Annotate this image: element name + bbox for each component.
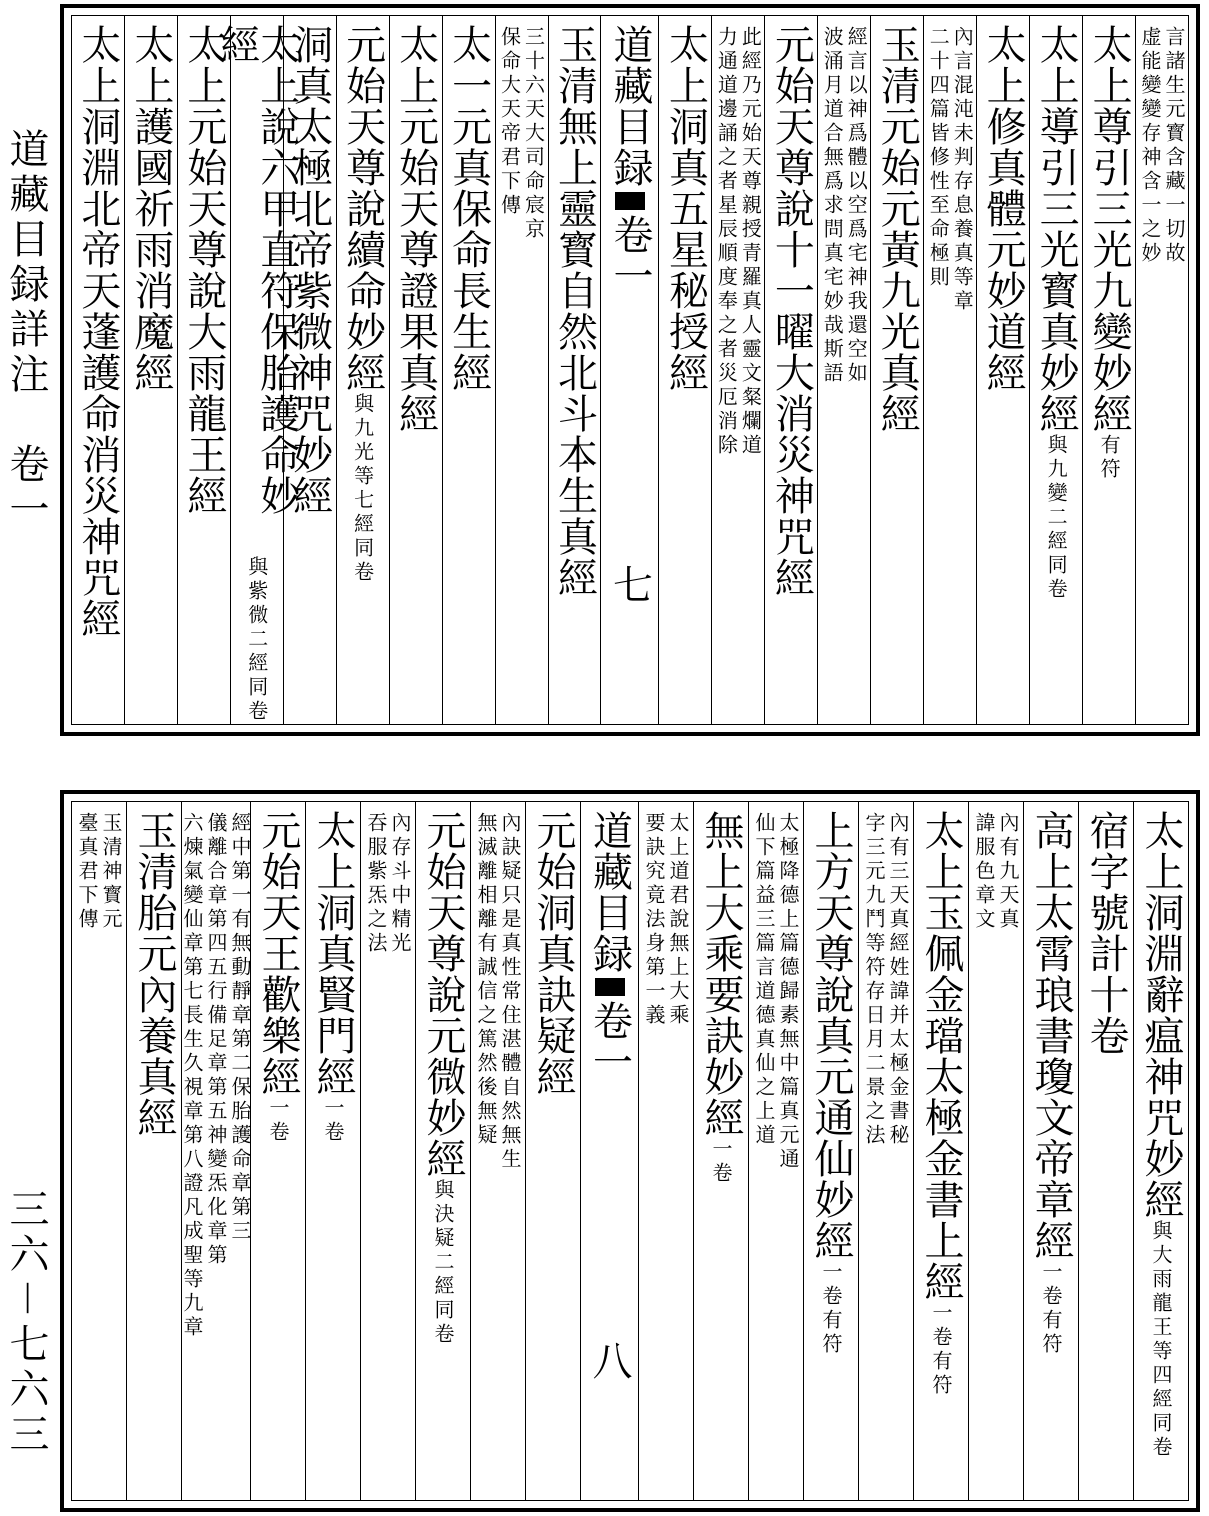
commentary-line: 虚能變變存神含一之妙 [1138, 26, 1163, 266]
text-column [1078, 802, 1133, 1500]
scripture-title: 洞真太極北帝紫微神咒妙經 [286, 24, 333, 516]
scripture-title: 元始天尊說續命妙經 [339, 24, 386, 393]
scripture-title: 太上修真體元妙道經 [980, 24, 1027, 393]
margin-book-title: 道藏目録詳注 卷一 [3, 128, 49, 533]
scripture-title: 太上玉佩金璫太極金書上經 [918, 810, 964, 1302]
commentary-line: 仙下篇益三篇言道德真仙之上道 [752, 812, 776, 1148]
text-column [580, 802, 638, 1500]
scripture-title: 太上元始天尊說大雨龍王經 [180, 24, 227, 516]
scripture-title: 太上洞淵北帝天蓬護命消災神咒經 [74, 24, 121, 639]
text-column [923, 16, 976, 724]
text-column [803, 802, 858, 1500]
text-column [470, 802, 525, 1500]
annotation [433, 1179, 453, 1347]
text-column [548, 16, 601, 724]
commentary-line: 內存斗中精光 [388, 812, 412, 956]
text-column [213, 16, 300, 724]
commentary-line: 二十四篇皆修性至命極則 [926, 26, 951, 290]
annotation [1097, 434, 1122, 482]
scripture-title: 太上尊引三光九變妙經 [1086, 24, 1133, 434]
text-column [817, 16, 870, 724]
text-column [442, 16, 495, 724]
lower-page-columns [71, 801, 1189, 1501]
commentary-line: 玉清神寳元 [99, 812, 123, 932]
text-column [693, 802, 748, 1500]
scripture-title: 無上大乘要訣妙經 [698, 810, 744, 1138]
text-column [72, 16, 124, 724]
scripture-title: 元始天尊說元微妙經 [420, 810, 466, 1179]
annotation-line: 一卷 [266, 1097, 290, 1145]
commentary-line: 保命大天帝君下傳 [497, 26, 522, 218]
text-column [711, 16, 764, 724]
text-column [181, 802, 250, 1500]
commentary-block [820, 26, 869, 386]
annotation [323, 1097, 343, 1145]
text-column [1133, 802, 1188, 1500]
annotation-line: 一卷有符 [1039, 1261, 1063, 1357]
text-column [858, 802, 913, 1500]
lower-page [60, 790, 1200, 1512]
fish-tail-mark-icon [595, 978, 625, 996]
annotation [350, 393, 375, 585]
scripture-title: 元始天尊說十一曜大消災神咒經 [768, 24, 815, 598]
scripture-title: 太一元真保命長生經 [445, 24, 492, 393]
text-column [638, 802, 693, 1500]
scripture-title: 上方天尊說真元通仙妙經 [808, 810, 854, 1261]
commentary-block [644, 812, 688, 1028]
text-column [976, 16, 1029, 724]
annotation-line: 一卷 [321, 1097, 345, 1145]
text-column [360, 802, 415, 1500]
text-column [336, 16, 389, 724]
text-column [124, 16, 177, 724]
margin-page-number: 三六－七六三 [3, 1188, 49, 1458]
commentary-block [366, 812, 410, 956]
annotation-line: 一卷 [709, 1138, 733, 1186]
annotation [244, 556, 269, 724]
commentary-line: 波涌月道合無爲求問真宅妙哉斯語 [820, 26, 845, 386]
text-column [1082, 16, 1135, 724]
commentary-line: 字三元九鬥等符存日月二景之法 [862, 812, 886, 1148]
scripture-title: 玉清元始元黃九光真經 [874, 24, 921, 434]
annotation [1151, 1220, 1171, 1460]
text-column [913, 802, 968, 1500]
scripture-title: 元始洞真訣疑經 [530, 810, 576, 1097]
text-column [600, 16, 658, 724]
scripture-title: 玉清無上靈寳自然北斗本生真經 [551, 24, 598, 598]
commentary-line: 太上道君說無上大乘 [666, 812, 690, 1028]
scripture-title: 玉清胎元內養真經 [131, 810, 177, 1138]
commentary-line: 六煉氣變仙章第七長生久視章第八證凡成聖等九章 [180, 812, 204, 1340]
text-column [1135, 16, 1188, 724]
commentary-block [476, 812, 520, 1172]
scripture-title: 太上護國祈雨消魔經 [127, 24, 174, 393]
text-column [283, 16, 336, 724]
folio-number: 七 [606, 564, 653, 604]
annotation-line: 與決疑二經同卷 [431, 1179, 455, 1347]
commentary-block [926, 26, 975, 314]
scripture-title: 太上元始天尊證果真經 [392, 24, 439, 434]
upper-page-columns [71, 15, 1189, 725]
annotation-line: 與九變二經同卷 [1044, 434, 1069, 602]
upper-page [60, 4, 1200, 736]
scripture-title: 宿字號計十卷 [1083, 810, 1129, 1056]
commentary-block [754, 812, 798, 1172]
commentary-line: 臺真君下傳 [75, 812, 99, 932]
annotation [1041, 1261, 1061, 1357]
text-column [495, 16, 548, 724]
text-column [72, 802, 126, 1500]
commentary-line: 內訣疑只是真性常住湛體自然無生 [498, 812, 522, 1172]
commentary-line: 太極降德上篇德歸素無中篇真元通 [776, 812, 800, 1172]
annotation-line: 有符 [1097, 434, 1122, 482]
juan-label: 卷一 [586, 1000, 633, 1082]
commentary-line: 經中第一有無動靜章第二保胎護命章第三 [228, 812, 252, 1244]
annotation [821, 1261, 841, 1357]
text-column [748, 802, 803, 1500]
commentary-block [974, 812, 1018, 932]
scripture-title: 太上導引三光寳真妙經 [1033, 24, 1080, 434]
commentary-line: 諱服色章文 [972, 812, 996, 932]
commentary-block [1138, 26, 1187, 266]
text-column [1029, 16, 1082, 724]
text-column [968, 802, 1023, 1500]
commentary-line: 經言以神爲體以空爲宅神我還空如 [844, 26, 869, 386]
folio-number: 八 [586, 1340, 632, 1380]
fish-tail-mark-icon [615, 192, 645, 210]
text-column [658, 16, 711, 724]
commentary-line: 內有三天真經姓諱并太極金書秘 [886, 812, 910, 1148]
annotation-line: 一卷有符 [819, 1261, 843, 1357]
commentary-block [714, 26, 763, 458]
juan-label: 卷一 [606, 214, 653, 296]
commentary-line: 無滅離相離有誠信之篤然後無疑 [474, 812, 498, 1148]
commentary-line: 儀離合章第四五行備足章第五神變炁化章第 [204, 812, 228, 1268]
commentary-line: 力通道邊誦之者星辰順度奉之者災厄消除 [714, 26, 739, 458]
annotation [711, 1138, 731, 1186]
scripture-title: 高上太霄琅書瓊文帝章經 [1028, 810, 1074, 1261]
commentary-line: 三十六天大司命宸京 [521, 26, 546, 242]
text-column [389, 16, 442, 724]
text-column [126, 802, 181, 1500]
commentary-line: 言諸生元寳含藏一切故 [1162, 26, 1187, 266]
scripture-title: 太上洞真賢門經 [310, 810, 356, 1097]
commentary-block [497, 26, 546, 242]
commentary-line: 內有九天真 [996, 812, 1020, 932]
scripture-title: 太上說六甲直符保胎護命妙經 [213, 24, 300, 516]
page-header-title: 道藏目録 [606, 24, 653, 188]
page-header-title: 道藏目録 [586, 810, 633, 974]
text-column [870, 16, 923, 724]
annotation-line: 與大雨龍王等四經同卷 [1149, 1220, 1173, 1460]
commentary-block [77, 812, 121, 932]
annotation [1044, 434, 1069, 602]
commentary-line: 內言混沌未判存息養真等章 [950, 26, 975, 314]
commentary-line: 要訣究竟法身第一義 [642, 812, 666, 1028]
commentary-block [182, 812, 250, 1340]
annotation [931, 1302, 951, 1398]
commentary-line: 此經乃元始天尊親授青羅真人靈文粲爛道 [738, 26, 763, 458]
annotation-line: 與紫微二經同卷 [244, 556, 269, 724]
text-column [250, 802, 305, 1500]
text-column [1023, 802, 1078, 1500]
scripture-title: 太上洞真五星秘授經 [662, 24, 709, 393]
scripture-title: 太上洞淵辭瘟神咒妙經 [1138, 810, 1184, 1220]
annotation-line: 與九光等七經同卷 [350, 393, 375, 585]
commentary-line: 吞服紫炁之法 [364, 812, 388, 956]
annotation [268, 1097, 288, 1145]
text-column [525, 802, 580, 1500]
annotation-line: 一卷有符 [929, 1302, 953, 1398]
text-column [764, 16, 817, 724]
text-column [415, 802, 470, 1500]
text-column [305, 802, 360, 1500]
scripture-title: 元始天王歡樂經 [255, 810, 301, 1097]
commentary-block [864, 812, 908, 1148]
